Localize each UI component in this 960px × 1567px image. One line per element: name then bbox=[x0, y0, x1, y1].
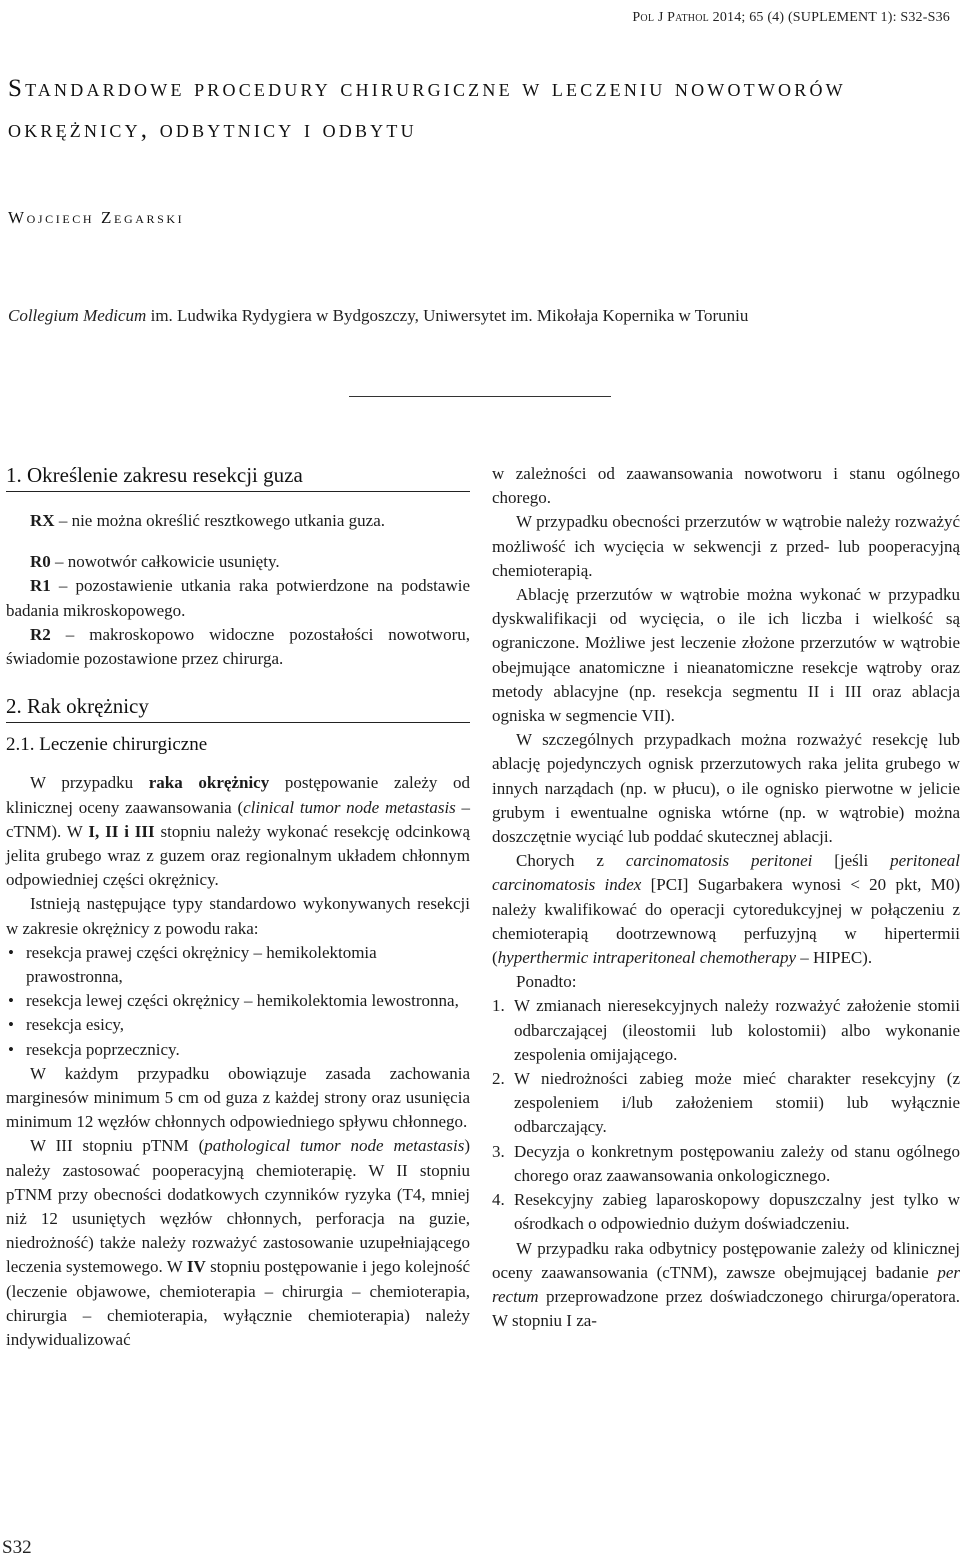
author-name: Wojciech Zegarski bbox=[8, 208, 185, 227]
affiliation-italic: Collegium Medicum bbox=[8, 306, 147, 325]
list-item bbox=[492, 1140, 960, 1188]
text-run-italic: clinical tumor node metastasis bbox=[243, 797, 456, 817]
resection-text: – nie można określić resztkowego utkania guza. bbox=[54, 511, 385, 530]
text-run: stopniu postępowanie i jego kolejność (leczenie objawowe, chemioterapia – chirurgia – chemioterapia, chirurgia – chemioterapia, wyłącznie chemioterapia) należy indywidualizować bbox=[6, 1257, 470, 1350]
resection-item-r0 bbox=[6, 550, 470, 574]
list-number: 1. bbox=[492, 996, 505, 1016]
affiliation-rest: im. Ludwika Rydygiera w Bydgoszczy, Uniwersytet im. Mikołaja Kopernika w Toruniu bbox=[146, 306, 749, 325]
running-head: Pol J Pathol 2014; 65 (4) (SUPLEMENT 1): S32-S36 bbox=[632, 10, 950, 25]
text-run-bold: I, II i III bbox=[88, 821, 155, 841]
text-run-italic: pathological tumor node metastasis bbox=[204, 1136, 465, 1156]
text-run: przeprowadzone przez doświadczonego chirurga/operatora. W stopniu I za- bbox=[492, 1286, 960, 1331]
text-run: W przypadku raka odbytnicy postępowanie zależy od klinicznej oceny zaawansowania (cTNM), zawsze obejmującej badanie bbox=[492, 1238, 960, 1282]
right-paragraph-6 bbox=[492, 1237, 960, 1334]
right-paragraph-2: W przypadku obecności przerzutów w wątrobie należy rozważyć możliwość ich wycięcia w sekwencji z przed- lub pooperacyjną chemioterapią. bbox=[492, 512, 960, 580]
text-run: [jeśli bbox=[812, 851, 891, 871]
text-run: – HIPEC). bbox=[796, 948, 873, 968]
list-text: Decyzja o konkretnym postępowaniu zależy od stanu ogólnego chorego oraz zaawansowania onkologicznego. bbox=[514, 1141, 960, 1185]
ponadto-label: Ponadto: bbox=[516, 972, 577, 992]
colon-cancer-paragraph-1 bbox=[6, 771, 470, 892]
text-run: postępowanie zależy od klinicznej oceny zaawansowania ( bbox=[6, 773, 470, 817]
right-paragraph-3: Ablację przerzutów w wątrobie można wykonać w przypadku dyskwalifikacji od wycięcia, o ile ich liczba i wielkość są ograniczone. Możliwe jest leczenie złożone przerzutów w wątrobie obejmujące anatomiczne i nieanatomiczne resekcje wątroby oraz metody ablacyjne (np. resekcja segmentu II i III oraz ablacja ogniska w segmencie VII). bbox=[492, 585, 960, 726]
text-run: – cTNM). W bbox=[6, 797, 471, 841]
text-run: Chorych z bbox=[516, 851, 626, 871]
resection-code: RX bbox=[30, 511, 55, 530]
resection-code: R2 bbox=[30, 624, 51, 644]
list-number: 4. bbox=[492, 1190, 505, 1210]
author-affiliation bbox=[8, 306, 748, 326]
text-run: ) należy zastosować pooperacyjną chemioterapię. W II stopniu pTNM przy obecności dodatkowych czynników ryzyka (T4, mniej niż 12 usuniętych węzłów chłonnych, perforacja na guzie, niedrożność) także należy rozważyć zastosowanie uzupełniającego leczenia systemowego. W bbox=[6, 1136, 470, 1277]
list-item bbox=[492, 1067, 960, 1140]
resection-item-r2 bbox=[6, 623, 470, 671]
list-item: • resekcja lewej części okrężnicy – hemikolektomia lewostronna, bbox=[6, 989, 470, 1013]
right-paragraph-4: W szczególnych przypadkach można rozważyć resekcję lub ablację pojedynczych ognisk przerzutowych raka jelita grubego w innych narządach (np. w płucu), o ile ognisko pierwotne w jelicie grubym i ewentualne ogniska wtórne (np. w wątrobie) można doszczętnie wyciąć lub poddać skutecznej ablacji. bbox=[492, 730, 960, 847]
list-number: 3. bbox=[492, 1141, 505, 1161]
resection-code: R1 bbox=[30, 576, 51, 596]
title-separator-rule bbox=[349, 396, 611, 397]
section-1-heading: 1. Określenie zakresu resekcji guza bbox=[6, 462, 470, 492]
left-column bbox=[6, 462, 470, 1352]
text-run: stopniu należy wykonać resekcję odcinkową jelita grubego wraz z guzem oraz regionalnym układem chłonnym odpowiedniej części okrężnicy. bbox=[6, 821, 470, 890]
text-run-bold: raka okrężnicy bbox=[148, 773, 270, 793]
list-number: 2. bbox=[492, 1069, 505, 1089]
resection-types-list bbox=[6, 941, 470, 1062]
list-item bbox=[492, 994, 960, 1067]
list-item: • resekcja prawej części okrężnicy – hemikolektomia prawostronna, bbox=[6, 941, 470, 989]
numbered-recommendations-list bbox=[492, 994, 960, 1236]
right-paragraph-1: w zależności od zaawansowania nowotworu i stanu ogólnego chorego. bbox=[492, 464, 960, 508]
colon-cancer-paragraph-4 bbox=[6, 1134, 470, 1352]
text-run: [PCI] Sugarbakera wynosi < 20 pkt, M0) należy kwalifikować do operacji cytoredukcyjnej w połączeniu z chemioterapią dootrzewnową perfuzyjną w hipertermii ( bbox=[492, 875, 960, 968]
right-paragraph-5 bbox=[492, 849, 960, 970]
resection-text: – nowotwór całkowicie usunięty. bbox=[50, 552, 280, 572]
page-number: S32 bbox=[2, 1537, 32, 1558]
list-item: • resekcja poprzecznicy. bbox=[6, 1038, 470, 1062]
resection-item-rx bbox=[6, 509, 470, 533]
resection-text: – pozostawienie utkania raka potwierdzone na podstawie badania mikroskopowego. bbox=[6, 576, 470, 620]
resection-text: – makroskopowo widoczne pozostałości nowotworu, świadomie pozostawione przez chirurga. bbox=[6, 624, 470, 669]
text-run-italic: per rectum bbox=[492, 1262, 960, 1306]
list-item bbox=[492, 1188, 960, 1236]
text-run: W III stopniu pTNM ( bbox=[30, 1136, 205, 1156]
list-text: W niedrożności zabieg może mieć charakter resekcyjny (z zespoleniem i/lub założeniem stomii) lub wyłącznie odbarczający. bbox=[514, 1069, 960, 1137]
text-run-bold: IV bbox=[186, 1257, 206, 1277]
section-2-heading: 2. Rak okrężnicy bbox=[6, 693, 470, 723]
article-title: Standardowe procedury chirurgiczne w leczeniu nowotworów okrężnicy, odbytnicy i odbytu bbox=[8, 75, 846, 143]
section-2-1-heading: 2.1. Leczenie chirurgiczne bbox=[6, 734, 208, 756]
list-text: W zmianach nieresekcyjnych należy rozważyć założenie stomii odbarczającej (ileostomii lub kolostomii) albo wykonanie zespolenia omijającego. bbox=[514, 996, 960, 1064]
right-column bbox=[492, 462, 960, 1333]
colon-cancer-paragraph-3: W każdym przypadku obowiązuje zasada zachowania marginesów minimum 5 cm od guza z każdej strony oraz usunięcia minimum 12 węzłów chłonnych odpowiedniego spływu chłonnego. bbox=[6, 1063, 470, 1132]
resection-item-r1 bbox=[6, 574, 470, 622]
list-text: Resekcyjny zabieg laparoskopowy dopuszczalny jest tylko w ośrodkach o odpowiednio dużym doświadczeniu. bbox=[514, 1190, 960, 1234]
text-run-italic: peritoneal carcinomatosis index bbox=[492, 851, 960, 895]
text-run-italic: hyperthermic intraperitoneal chemotherapy bbox=[497, 948, 797, 968]
resection-code: R0 bbox=[30, 552, 51, 572]
resection-classification-list bbox=[6, 509, 470, 671]
list-item: • resekcja esicy, bbox=[6, 1013, 470, 1037]
text-run-italic: carcinomatosis peritonei bbox=[625, 851, 813, 871]
text-run: W przypadku bbox=[30, 773, 149, 793]
colon-cancer-paragraph-2: Istnieją następujące typy standardowo wykonywanych resekcji w zakresie okrężnicy z powodu raka: bbox=[6, 894, 470, 938]
